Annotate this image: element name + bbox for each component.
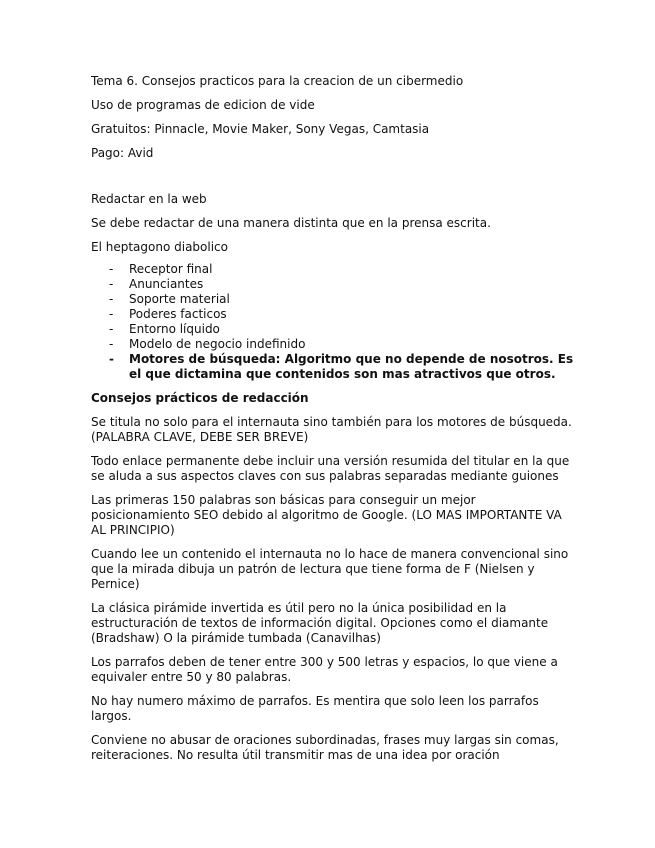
list-item: - Entorno líquido	[109, 322, 220, 336]
heptagon-list	[91, 262, 575, 382]
list-item: - Soporte material	[109, 292, 230, 306]
text-line: El heptagono diabolico	[91, 240, 228, 254]
text-line: Se debe redactar de una manera distinta que en la prensa escrita.	[91, 216, 491, 230]
paragraph: La clásica pirámide invertida es útil pero no la única posibilidad en la estructuración de textos de información digital. Opciones como el diamante (Bradshaw) O la pirámide tumbada (Canavilhas)	[91, 601, 549, 645]
bullet-dash: -	[109, 352, 114, 366]
bullet-dash: -	[109, 262, 114, 276]
bullet-dash: -	[109, 307, 114, 321]
text-line: Uso de programas de edicion de vide	[91, 98, 315, 112]
section-title: Redactar en la web	[91, 192, 207, 206]
paragraph: Cuando lee un contenido el internauta no lo hace de manera convencional sino que la mirada dibuja un patrón de lectura que tiene forma de F (Nielsen y Pernice)	[91, 547, 569, 591]
list-item: - Anunciantes	[109, 277, 204, 291]
paragraph: Conviene no abusar de oraciones subordinadas, frases muy largas sin comas, reiteraciones. No resulta útil transmitir mas de una idea por oración	[91, 733, 559, 762]
paragraph: Se titula no solo para el internauta sino también para los motores de búsqueda. (PALABRA CLAVE, DEBE SER BREVE)	[91, 415, 572, 444]
paragraph: Todo enlace permanente debe incluir una versión resumida del titular en la que se aluda a sus aspectos claves con sus palabras separadas mediante guiones	[91, 454, 570, 483]
bullet-dash: -	[109, 292, 114, 306]
list-item: - Receptor final	[109, 262, 213, 276]
paragraph: Los parrafos deben de tener entre 300 y 500 letras y espacios, lo que viene a equivaler entre 50 y 80 palabras.	[91, 655, 558, 684]
text-line: Pago: Avid	[91, 146, 154, 160]
section-heading: Consejos prácticos de redacción	[91, 391, 309, 405]
bullet-dash: -	[109, 322, 114, 336]
document-title: Tema 6. Consejos practicos para la creacion de un cibermedio	[91, 74, 464, 88]
paragraph: No hay numero máximo de parrafos. Es mentira que solo leen los parrafos largos.	[91, 694, 539, 723]
list-item: - Motores de búsqueda: Algoritmo que no depende de nosotros. Es el que dictamina que contenidos son mas atractivos que otros.	[109, 352, 574, 381]
text-line: Gratuitos: Pinnacle, Movie Maker, Sony Vegas, Camtasia	[91, 122, 430, 136]
bullet-dash: -	[109, 277, 114, 291]
list-item: - Poderes facticos	[109, 307, 227, 321]
list-item: - Modelo de negocio indefinido	[109, 337, 306, 351]
paragraph: Las primeras 150 palabras son básicas para conseguir un mejor posicionamiento SEO debido al algoritmo de Google. (LO MAS IMPORTANTE VA AL PRINCIPIO)	[91, 493, 562, 537]
bullet-dash: -	[109, 337, 114, 351]
